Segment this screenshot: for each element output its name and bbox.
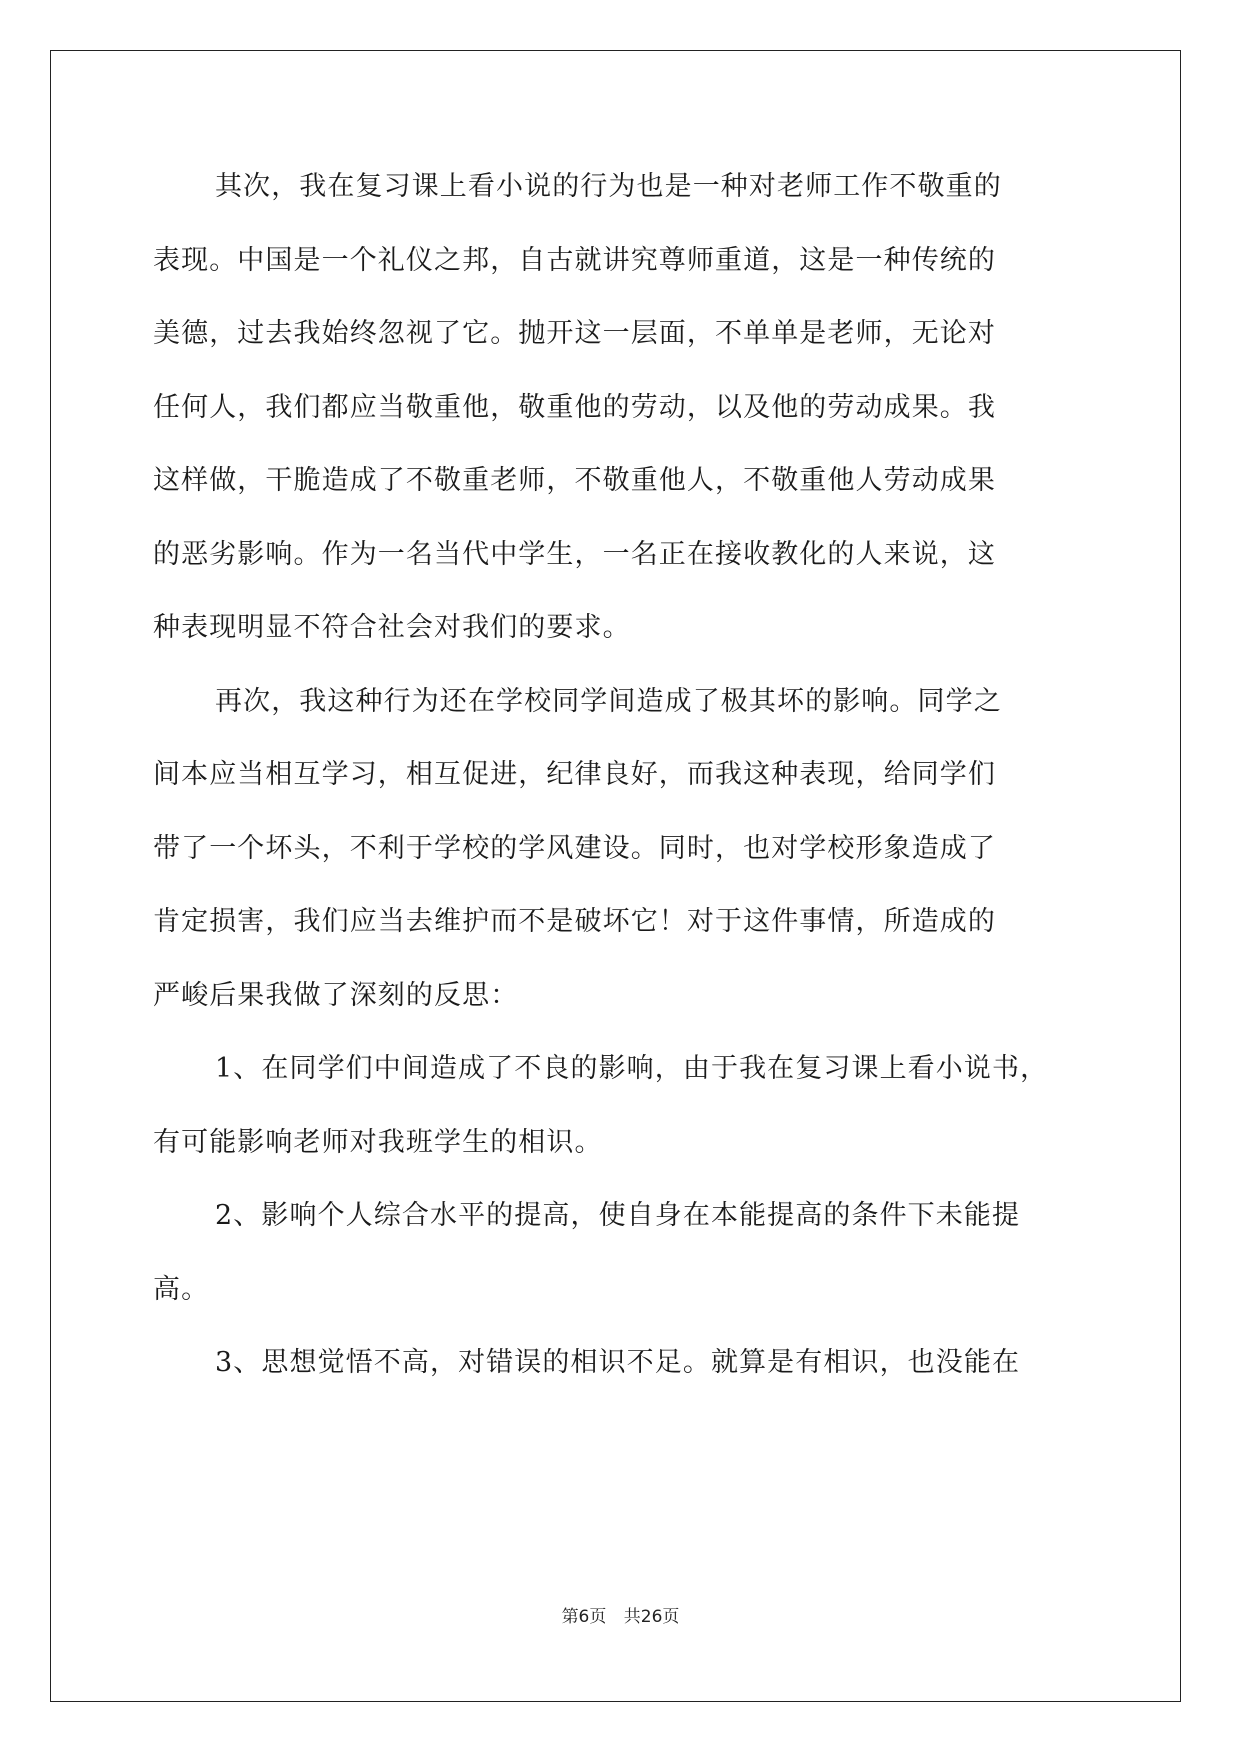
text-line: 有可能影响老师对我班学生的相识。 [153, 1126, 603, 1158]
text-line: 高。 [153, 1273, 210, 1305]
text-line: 表现。中国是一个礼仪之邦，自古就讲究尊师重道，这是一种传统的 [153, 244, 996, 276]
text-line: 肯定损害，我们应当去维护而不是破坏它！对于这件事情，所造成的 [153, 906, 996, 937]
text-line: 3、思想觉悟不高，对错误的相识不足。就算是有相识，也没能在 [215, 1347, 1021, 1378]
page-footer [0, 1602, 1241, 1627]
paragraph-2 [153, 665, 1088, 1033]
text-line: 的恶劣影响。作为一名当代中学生，一名正在接收教化的人来说，这 [153, 538, 996, 570]
text-line: 再次，我这种行为还在学校同学间造成了极其坏的影响。同学之 [215, 685, 1002, 717]
paragraph-5 [153, 1326, 1088, 1400]
text-line: 间本应当相互学习，相互促进，纪律良好，而我这种表现，给同学们 [153, 759, 996, 790]
text-line: 2、影响个人综合水平的提高，使自身在本能提高的条件下未能提 [215, 1200, 1021, 1231]
paragraph-3 [153, 1032, 1088, 1179]
paragraph-1 [153, 150, 1088, 665]
total-pages: 共26页 [623, 1607, 680, 1627]
document-body [153, 150, 1088, 1400]
text-line: 任何人，我们都应当敬重他，敬重他的劳动，以及他的劳动成果。我 [153, 391, 996, 423]
text-line: 1、在同学们中间造成了不良的影响，由于我在复习课上看小说书， [215, 1053, 1049, 1084]
paragraph-4 [153, 1179, 1088, 1326]
text-line: 其次，我在复习课上看小说的行为也是一种对老师工作不敬重的 [215, 171, 1002, 202]
text-line: 美德，过去我始终忽视了它。抛开这一层面，不单单是老师，无论对 [153, 318, 996, 349]
page-number: 第6页 [561, 1607, 607, 1627]
text-line: 这样做，干脆造成了不敬重老师，不敬重他人，不敬重他人劳动成果 [153, 465, 996, 496]
text-line: 种表现明显不符合社会对我们的要求。 [153, 612, 631, 643]
text-line: 严峻后果我做了深刻的反思： [153, 979, 519, 1011]
text-line: 带了一个坏头，不利于学校的学风建设。同时，也对学校形象造成了 [153, 832, 996, 864]
